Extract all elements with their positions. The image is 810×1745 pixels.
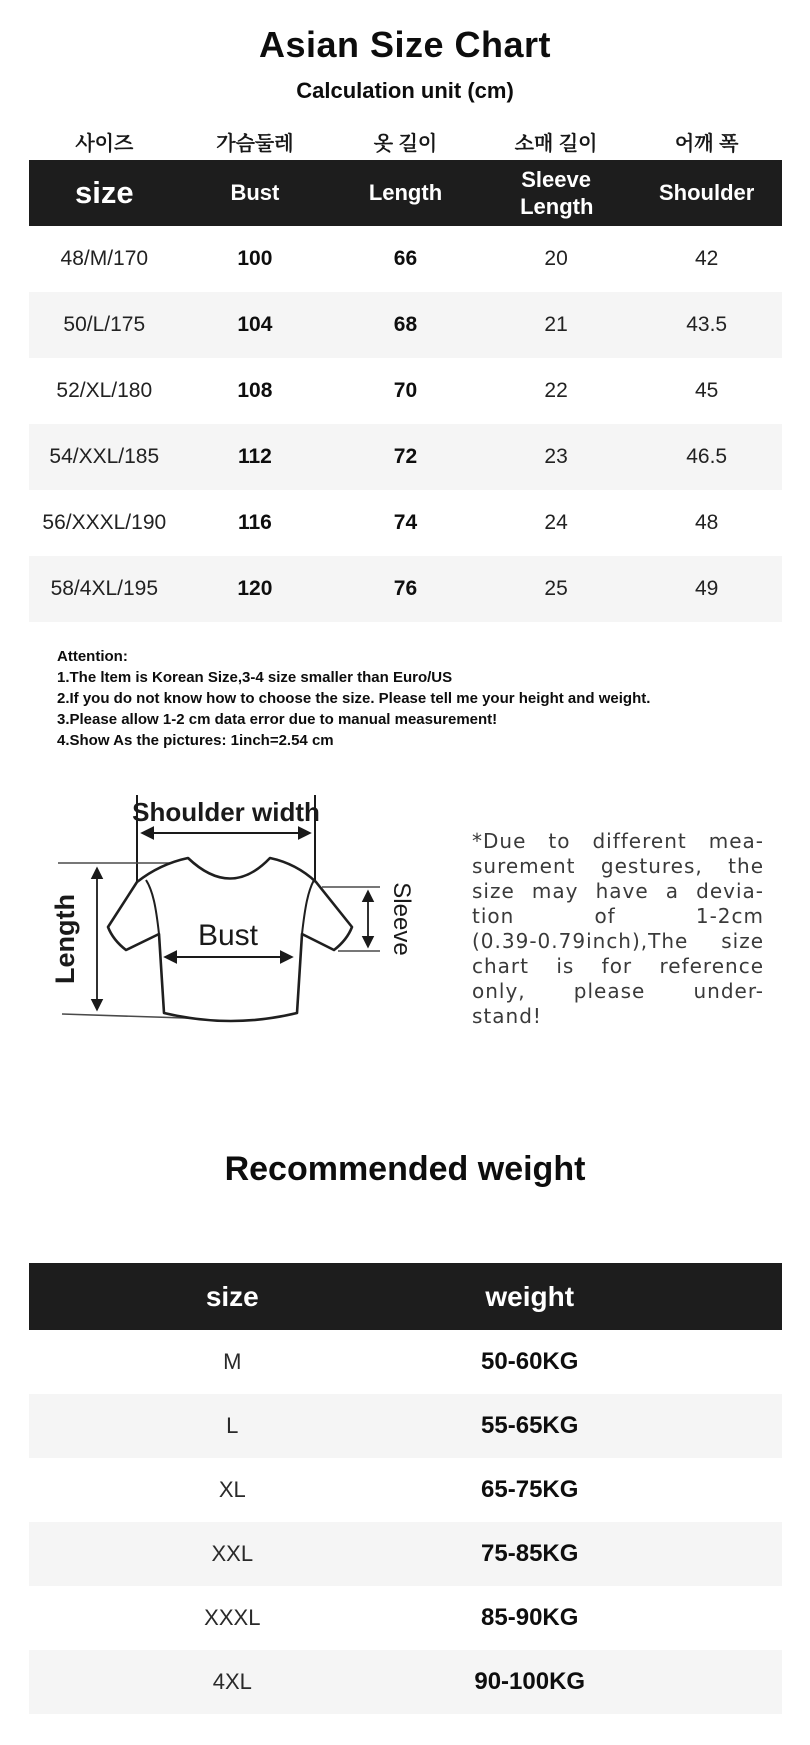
header-length: Length	[368, 180, 443, 205]
length-value: 66	[393, 247, 418, 270]
weight-range-value: 75-85KG	[481, 1540, 579, 1567]
shoulder-value: 49	[694, 577, 719, 600]
note-line: *Due to different mea-	[472, 829, 764, 853]
bust-value: 120	[237, 577, 273, 600]
table-row	[29, 556, 782, 622]
size-value: 56/XXXL/190	[42, 511, 167, 534]
weight-size-value: XXL	[211, 1541, 254, 1566]
korean-header-bust: 가슴둘레	[216, 133, 294, 155]
bust-value: 112	[237, 445, 272, 468]
recommended-weight-heading: Recommended weight	[224, 1150, 586, 1188]
weight-row	[29, 1458, 782, 1522]
bust-value: 100	[237, 247, 273, 270]
shoulder-value: 45	[694, 379, 719, 402]
length-value: 74	[393, 511, 418, 534]
sleeve-length-value: 23	[544, 445, 568, 468]
attention-block	[57, 646, 810, 751]
note-line: tion of 1-2cm	[472, 904, 764, 928]
size-value: 54/XXL/185	[49, 445, 160, 468]
table-row	[29, 292, 782, 358]
note-line: chart is for reference	[472, 954, 764, 978]
weight-size-value: XXXL	[204, 1605, 261, 1630]
shoulder-value: 42	[694, 247, 719, 270]
shoulder-value: 46.5	[686, 445, 728, 468]
weight-size-value: XL	[218, 1477, 246, 1502]
note-line: stand!	[472, 1004, 542, 1028]
korean-header-sleeve-length: 소매 길이	[514, 133, 598, 155]
korean-header-length: 옷 길이	[373, 133, 438, 155]
sleeve-length-value: 20	[544, 247, 568, 270]
page-title: Asian Size Chart	[258, 24, 552, 65]
weight-range-value: 55-65KG	[481, 1412, 579, 1439]
size-value: 52/XL/180	[56, 379, 153, 402]
length-value: 76	[393, 577, 418, 600]
attention-line: 2.If you do not know how to choose the size. Please tell me your height and weight.	[57, 690, 651, 707]
weight-row	[29, 1394, 782, 1458]
size-chart-infographic	[0, 24, 810, 1745]
weight-row	[29, 1522, 782, 1586]
weight-range-value: 90-100KG	[474, 1668, 586, 1695]
weight-row	[29, 1650, 782, 1714]
attention-line: 4.Show As the pictures: 1inch=2.54 cm	[57, 732, 334, 749]
weight-row	[29, 1330, 782, 1394]
korean-header-shoulder: 어깨 폭	[674, 133, 739, 155]
attention-line: 1.The ltem is Korean Size,3-4 size smaller than Euro/US	[57, 669, 453, 686]
size-value: 58/4XL/195	[50, 577, 159, 600]
weight-size-value: M	[223, 1349, 242, 1374]
header-bust: Bust	[230, 180, 280, 205]
weight-header-size: size	[205, 1280, 259, 1312]
sleeve-length-value: 22	[544, 379, 568, 402]
measurement-diagram-section	[0, 787, 810, 1062]
weight-range-value: 85-90KG	[481, 1604, 579, 1631]
sleeve-label: Sleeve	[388, 882, 415, 956]
note-line: surement gestures, the	[472, 854, 764, 878]
page-subtitle: Calculation unit (cm)	[296, 78, 514, 103]
weight-header-weight: weight	[485, 1280, 575, 1312]
header-sleeve-length	[481, 166, 632, 221]
bust-value: 104	[237, 313, 273, 336]
header-sleeve-length-label: Sleeve Length	[520, 166, 594, 219]
length-value: 72	[393, 445, 418, 468]
size-table-korean-header-row	[29, 120, 782, 156]
sleeve-length-value: 24	[544, 511, 568, 534]
note-line: only, please under-	[472, 979, 764, 1003]
note-line: (0.39-0.79inch),The size	[472, 929, 764, 953]
weight-table	[29, 1263, 782, 1714]
length-value: 68	[393, 313, 418, 336]
weight-range-value: 65-75KG	[481, 1476, 579, 1503]
size-value: 50/L/175	[63, 313, 146, 336]
bust-label: Bust	[197, 919, 259, 952]
attention-heading: Attention:	[57, 648, 128, 665]
header-size: size	[74, 175, 134, 210]
header-shoulder: Shoulder	[659, 180, 755, 205]
shoulder-value: 48	[694, 511, 719, 534]
attention-line: 3.Please allow 1-2 cm data error due to manual measurement!	[57, 711, 498, 728]
weight-table-header-row	[29, 1263, 782, 1330]
table-row	[29, 424, 782, 490]
weight-size-value: 4XL	[212, 1669, 252, 1694]
length-label: Length	[50, 894, 80, 984]
table-row	[29, 226, 782, 292]
sleeve-length-value: 25	[544, 577, 568, 600]
weight-size-value: L	[226, 1413, 239, 1438]
shoulder-value: 43.5	[686, 313, 728, 336]
length-value: 70	[393, 379, 418, 402]
weight-range-value: 50-60KG	[481, 1348, 579, 1375]
table-row	[29, 490, 782, 556]
tshirt-measurement-diagram	[50, 787, 450, 1062]
measurement-note	[472, 829, 764, 1062]
size-table	[29, 120, 782, 622]
shoulder-width-label: Shoulder width	[132, 797, 320, 827]
bust-value: 116	[237, 511, 272, 534]
sleeve-length-value: 21	[544, 313, 568, 336]
table-row	[29, 358, 782, 424]
size-value: 48/M/170	[60, 247, 149, 270]
tshirt-diagram-svg	[50, 787, 450, 1062]
note-line: size may have a devia-	[472, 879, 764, 903]
size-table-header-row	[29, 160, 782, 226]
korean-header-size: 사이즈	[75, 133, 134, 155]
weight-row	[29, 1586, 782, 1650]
bust-value: 108	[237, 379, 273, 402]
